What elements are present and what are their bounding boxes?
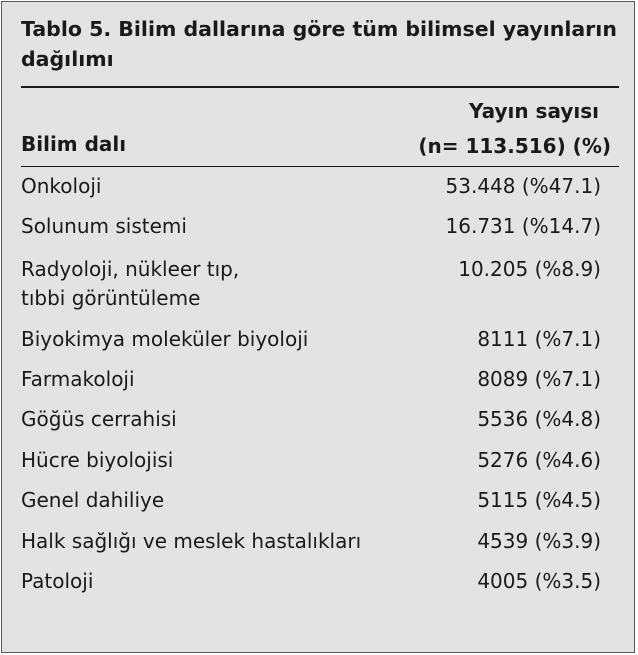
row-value: 16.731 (%14.7) xyxy=(445,214,601,238)
row-label: Radyoloji, nükleer tıp, tıbbi görüntüleme xyxy=(21,257,240,310)
column-header-count-line1: Yayın sayısı xyxy=(468,99,599,123)
top-rule xyxy=(21,86,619,88)
row-label: Solunum sistemi xyxy=(21,214,187,238)
row-label: Farmakoloji xyxy=(21,367,135,391)
row-value: 8111 (%7.1) xyxy=(477,327,601,351)
table-title: Tablo 5. Bilim dallarına göre tüm bilimsel yayınların dağılımı xyxy=(21,17,617,71)
row-label: Patoloji xyxy=(21,569,94,593)
row-value: 5536 (%4.8) xyxy=(477,407,601,431)
header-rule xyxy=(21,166,619,167)
row-label: Halk sağlığı ve meslek hastalıkları xyxy=(21,529,362,553)
table-box xyxy=(1,1,635,653)
row-value: 53.448 (%47.1) xyxy=(445,174,601,198)
row-value: 8089 (%7.1) xyxy=(477,367,601,391)
row-value: 4539 (%3.9) xyxy=(477,529,601,553)
column-header-count xyxy=(351,94,611,164)
column-header-count-line2: (n= 113.516) (%) xyxy=(418,134,611,158)
row-value: 10.205 (%8.9) xyxy=(458,257,601,281)
column-header-field: Bilim dalı xyxy=(21,132,127,156)
row-label: Biyokimya moleküler biyoloji xyxy=(21,327,309,351)
row-label: Hücre biyolojisi xyxy=(21,448,174,472)
row-label: Onkoloji xyxy=(21,174,102,198)
row-value: 4005 (%3.5) xyxy=(477,569,601,593)
row-label: Göğüs cerrahisi xyxy=(21,407,177,431)
row-value: 5115 (%4.5) xyxy=(477,488,601,512)
row-label: Genel dahiliye xyxy=(21,488,165,512)
row-value: 5276 (%4.6) xyxy=(477,448,601,472)
